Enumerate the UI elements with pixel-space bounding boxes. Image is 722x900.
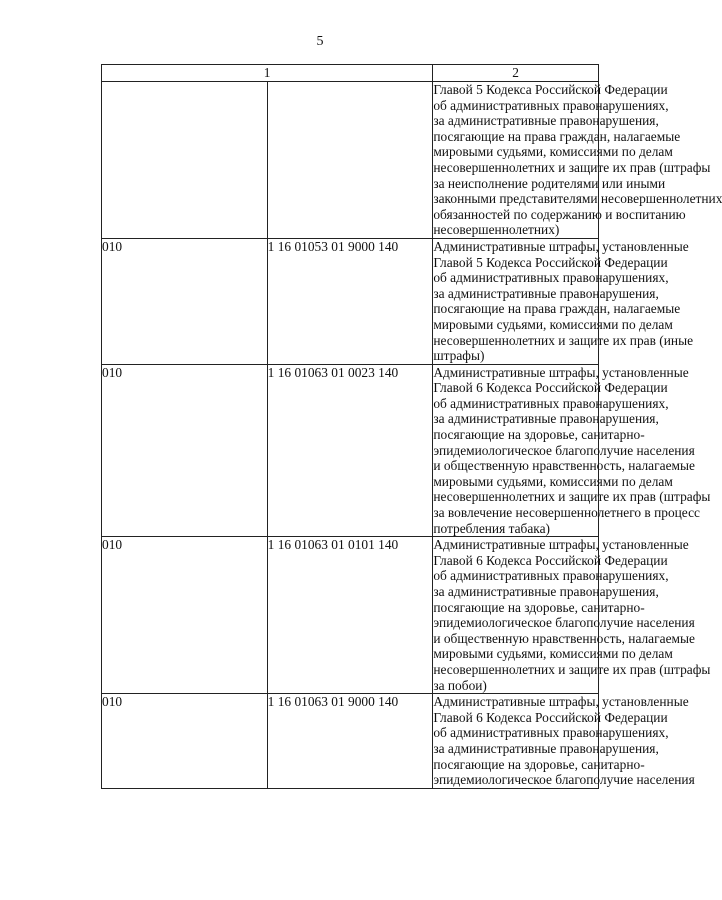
description-line: посягающие на права граждан, налагаемые	[433, 128, 681, 144]
admin-code-cell	[102, 82, 268, 239]
description-line: Главой 6 Кодекса Российской Федерации	[433, 552, 668, 568]
description-line: мировыми судьями, комиссиями по делам	[433, 473, 673, 489]
description-line: законными представителями несовершеннолетних	[433, 191, 722, 207]
description-cell	[433, 364, 711, 537]
description-line: несовершеннолетних и защите их прав (иные	[433, 332, 694, 348]
description-cell	[433, 238, 694, 364]
description-line: об административных правонарушениях,	[433, 395, 669, 411]
description-line: и общественную нравственность, налагаемые	[433, 458, 695, 474]
description-line: за побои)	[433, 677, 487, 693]
table-row	[102, 238, 599, 364]
description-line: потребления табака)	[433, 520, 551, 536]
kbk-code-cell: 1 16 01063 01 0101 140	[267, 537, 433, 694]
table-header-row	[102, 65, 599, 82]
description-line: штрафы)	[433, 348, 485, 364]
description-line: Административные штрафы, установленные	[433, 238, 689, 254]
description-line: Административные штрафы, установленные	[433, 364, 689, 380]
description-line: за административные правонарушения,	[433, 411, 659, 427]
description-line: и общественную нравственность, налагаемые	[433, 630, 695, 646]
description-line: мировыми судьями, комиссиями по делам	[433, 316, 673, 332]
page-number: 5	[316, 34, 324, 49]
description-line: несовершеннолетних и защите их прав (штрафы	[433, 661, 711, 677]
kbk-code-cell	[267, 82, 433, 239]
description-line: об административных правонарушениях,	[433, 568, 669, 584]
table-body	[102, 65, 722, 789]
description-line: за вовлечение несовершеннолетнего в процесс	[433, 505, 700, 521]
description-cell	[433, 82, 722, 239]
description-line: эпидемиологическое благополучие населения	[433, 442, 695, 458]
kbk-code-cell: 1 16 01053 01 9000 140	[267, 238, 433, 364]
description-line: несовершеннолетних и защите их прав (штрафы	[433, 489, 711, 505]
admin-code-cell: 010	[102, 238, 268, 364]
description-cell	[433, 694, 695, 789]
description-line: Главой 6 Кодекса Российской Федерации	[433, 380, 668, 396]
description-line: обязанностей по содержанию и воспитанию	[433, 206, 686, 222]
admin-code-cell: 010	[102, 694, 268, 789]
description-line: посягающие на здоровье, санитарно-	[433, 427, 645, 443]
description-line: об административных правонарушениях,	[433, 725, 669, 741]
header-cell-1: 1	[102, 65, 433, 82]
description-line: мировыми судьями, комиссиями по делам	[433, 144, 673, 160]
description-line: об административных правонарушениях,	[433, 270, 669, 286]
description-line: Административные штрафы, установленные	[433, 694, 689, 710]
description-line: несовершеннолетних и защите их прав (штрафы	[433, 159, 711, 175]
table-row	[102, 364, 599, 537]
table-row	[102, 694, 599, 789]
table-row	[102, 82, 599, 239]
kbk-code-cell: 1 16 01063 01 9000 140	[267, 694, 433, 789]
description-line: мировыми судьями, комиссиями по делам	[433, 646, 673, 662]
description-line: об административных правонарушениях,	[433, 97, 669, 113]
description-line: Административные штрафы, установленные	[433, 537, 689, 553]
description-line: несовершеннолетних)	[433, 222, 560, 238]
description-line: эпидемиологическое благополучие населения	[433, 772, 695, 788]
description-line: посягающие на здоровье, санитарно-	[433, 599, 645, 615]
kbk-code-cell: 1 16 01063 01 0023 140	[267, 364, 433, 537]
description-line: за административные правонарушения,	[433, 740, 659, 756]
admin-code-cell: 010	[102, 364, 268, 537]
description-line: за административные правонарушения,	[433, 113, 659, 129]
table-row	[102, 537, 599, 694]
description-cell	[433, 537, 711, 694]
fines-table	[101, 64, 722, 789]
description-line: Главой 5 Кодекса Российской Федерации	[433, 82, 668, 97]
description-line: за административные правонарушения,	[433, 584, 659, 599]
header-cell-2: 2	[433, 65, 599, 82]
description-line: Главой 5 Кодекса Российской Федерации	[433, 254, 668, 270]
description-line: посягающие на здоровье, санитарно-	[433, 756, 645, 772]
description-line: эпидемиологическое благополучие населения	[433, 615, 695, 631]
description-line: за административные правонарушения,	[433, 285, 659, 301]
admin-code-cell: 010	[102, 537, 268, 694]
description-line: посягающие на права граждан, налагаемые	[433, 301, 681, 317]
description-line: Главой 6 Кодекса Российской Федерации	[433, 709, 668, 725]
description-line: за неисполнение родителями или иными	[433, 175, 666, 191]
